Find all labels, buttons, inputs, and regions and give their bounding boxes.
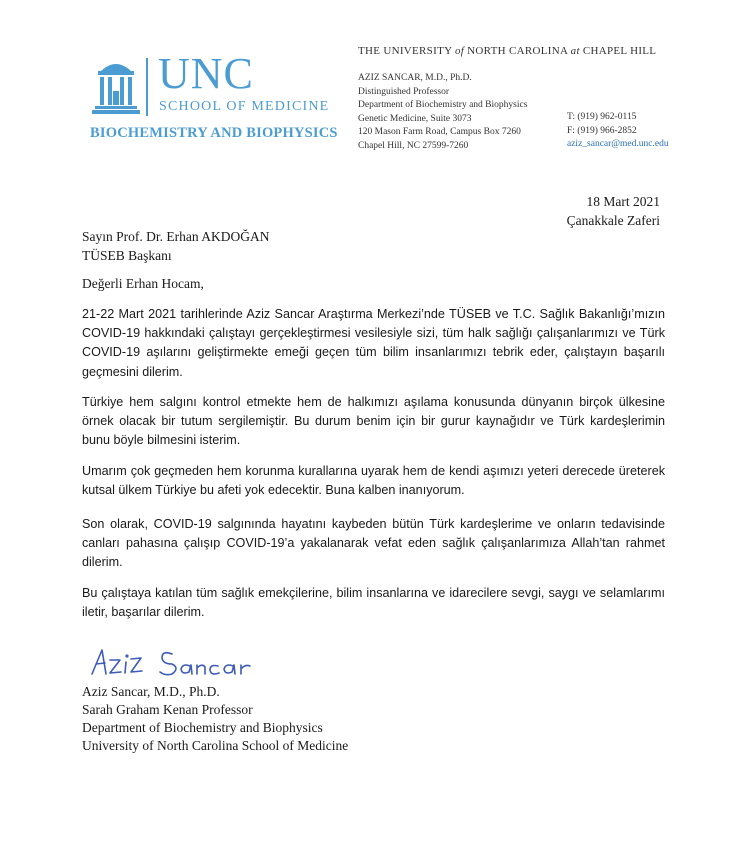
signature-block	[82, 683, 348, 755]
body-paragraph: Bu çalıştaya katılan tüm sağlık emekçilerine, bilim insanlarına ve idarecilere sevgi, saygı ve selamlarımı iletir, başarılar dilerim.	[82, 586, 665, 620]
address-line: Chapel Hill, NC 27599-7260	[358, 140, 469, 151]
signatory-name: Aziz Sancar, M.D., Ph.D.	[82, 684, 220, 699]
signatory-department: Department of Biochemistry and Biophysics	[82, 720, 323, 735]
recipient-title: TÜSEB Başkanı	[82, 248, 172, 263]
fax-number: F: (919) 966-2852	[567, 125, 637, 136]
sender-address	[358, 72, 527, 153]
address-line: 120 Mason Farm Road, Campus Box 7260	[358, 127, 521, 137]
university-name: THE UNIVERSITY of NORTH CAROLINA at CHAPEL HILL	[358, 45, 657, 57]
body-paragraph: Son olarak, COVID-19 salgınında hayatını kaybeden bütün Türk kardeşlerime ve onların tedavisinde canları pahasına çalışıp COVID-19’a yakalanarak vefat eden sağlık çalışanlarımıza Allah’tan rahmet dilerim.	[82, 517, 665, 570]
address-line: Department of Biochemistry and Biophysics	[358, 100, 528, 110]
address-line: Genetic Medicine, Suite 3073	[358, 113, 472, 124]
address-line: AZIZ SANCAR, M.D., Ph.D.	[358, 73, 472, 83]
address-line: Distinguished Professor	[358, 86, 450, 97]
logo-unc-wordmark: UNC	[158, 49, 254, 98]
body-paragraph: Türkiye hem salgını kontrol etmekte hem de halkımızı aşılama konusunda dünyanın birçok ülkesine örnek olacak bir tutum sergilemiştir. Bu durum benim için bir gurur kaynağıdır ve Türk kardeşlerimin bunu böyle bilmesini isterim.	[82, 395, 665, 448]
phone-number: T: (919) 962-0115	[567, 112, 637, 122]
recipient-name: Sayın Prof. Dr. Erhan AKDOĞAN	[82, 229, 270, 244]
old-well-logo-icon	[90, 58, 142, 116]
signatory-institution: University of North Carolina School of Medicine	[82, 738, 349, 753]
body-paragraph: Umarım çok geçmeden hem korunma kurallarına uyarak hem de kendi aşımızı yeteri derecede üreterek kutsal ülkem Türkiye bu afeti yok edecektir. Buna kalben inanıyorum.	[82, 464, 665, 498]
salutation: Değerli Erhan Hocam,	[82, 276, 204, 291]
body-paragraph: 21-22 Mart 2021 tarihlerinde Aziz Sancar Araştırma Merkezi’nde TÜSEB ve T.C. Sağlık Bakanlığı’mızın COVID-19 hakkındaki çalıştayı gerçekleştirmesi vesilesiyle sizi, tüm halk sağlığı çalışanlarımızı ve Türk COVID-19 aşılarını geliştirmekte emeği geçen tüm bilim insanlarımızı tebrik eder, çalıştayın başarılı geçmesini dilerim.	[82, 307, 665, 379]
date-subtitle: Çanakkale Zaferi	[566, 213, 660, 228]
department-banner: BIOCHEMISTRY AND BIOPHYSICS	[90, 125, 338, 141]
date-line: 18 Mart 2021	[586, 194, 660, 209]
handwritten-signature	[88, 644, 268, 680]
signatory-title: Sarah Graham Kenan Professor	[82, 702, 253, 717]
recipient-block	[82, 227, 269, 265]
sender-contact	[567, 111, 669, 152]
email-address: aziz_sancar@med.unc.edu	[567, 139, 669, 149]
logo-school-name: SCHOOL OF MEDICINE	[159, 99, 330, 114]
logo-divider	[146, 58, 148, 116]
letter-date	[567, 192, 660, 230]
